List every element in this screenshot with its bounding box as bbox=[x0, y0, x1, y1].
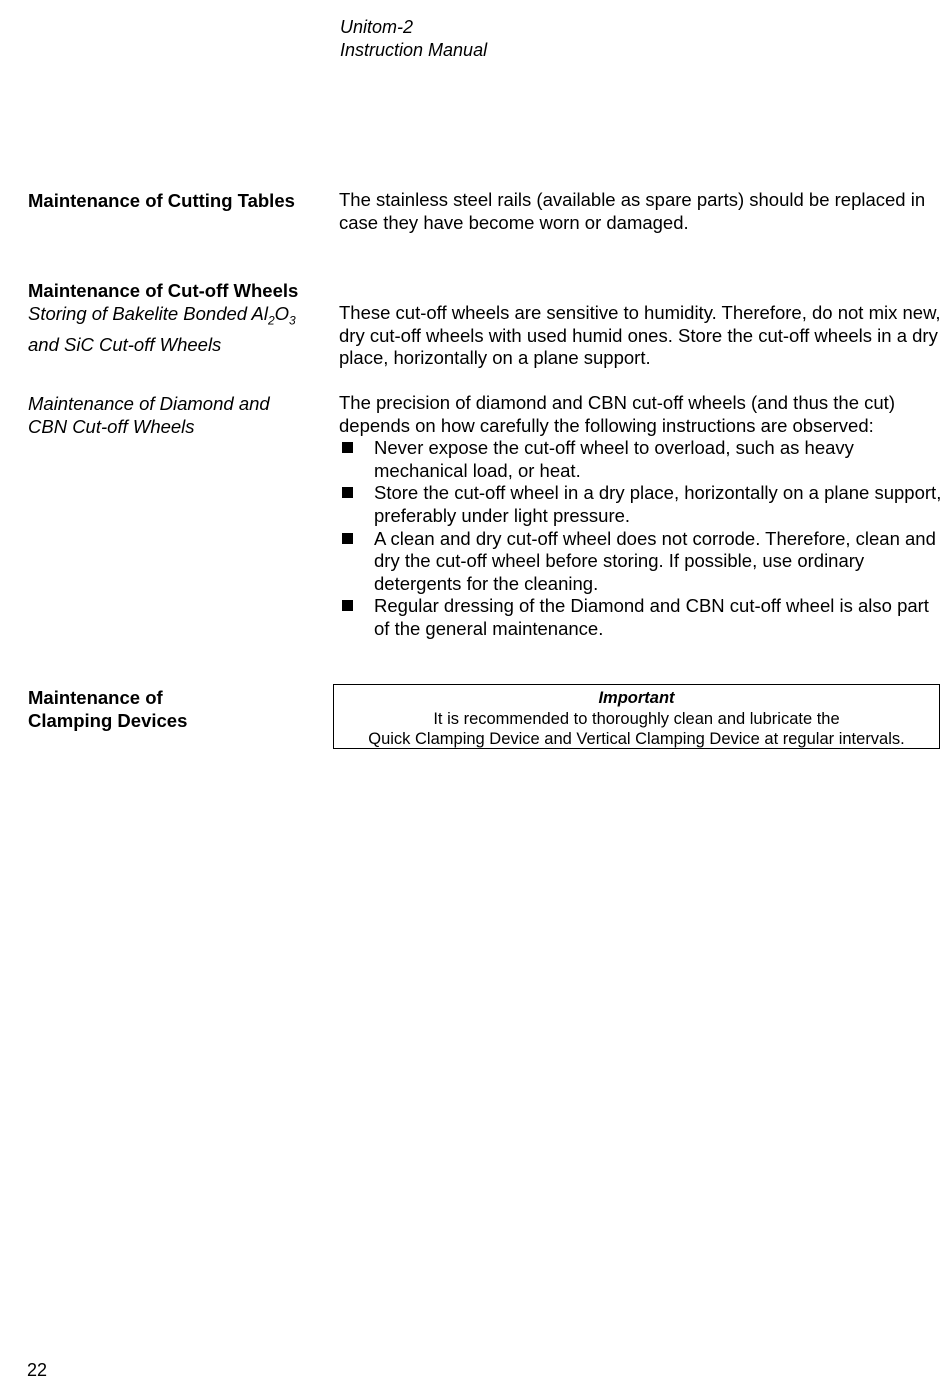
list-item bbox=[339, 437, 944, 482]
storing-subheading-prefix: Storing of Bakelite Bonded Al bbox=[28, 303, 268, 324]
bullet-text: A clean and dry cut-off wheel does not corrode. Therefore, clean and dry the cut-off wheel before storing. If possible, use ordinary detergents for the cleaning. bbox=[374, 527, 936, 594]
storing-subscript-3: 3 bbox=[289, 313, 296, 328]
square-bullet-icon bbox=[342, 600, 353, 611]
diamond-subheading-block bbox=[28, 392, 328, 438]
clamping-heading-line1: Maintenance of bbox=[28, 687, 163, 708]
list-item bbox=[339, 528, 944, 596]
list-item bbox=[339, 595, 944, 640]
clamping-heading-line2: Clamping Devices bbox=[28, 710, 188, 731]
bullet-text: Regular dressing of the Diamond and CBN cut-off wheel is also part of the general maintenance. bbox=[374, 595, 929, 639]
list-item bbox=[339, 482, 944, 527]
diamond-subheading-line1: Maintenance of Diamond and bbox=[28, 393, 270, 414]
notice-line2: Quick Clamping Device and Vertical Clamping Device at regular intervals. bbox=[368, 730, 905, 748]
bullet-text: Never expose the cut-off wheel to overload, such as heavy mechanical load, or heat. bbox=[374, 437, 854, 481]
bullet-text: Store the cut-off wheel in a dry place, horizontally on a plane support, preferably under light pressure. bbox=[374, 482, 942, 526]
diamond-text-block bbox=[339, 392, 944, 641]
diamond-intro: The precision of diamond and CBN cut-off wheels (and thus the cut) depends on how carefully the following instructions are observed: bbox=[339, 392, 895, 436]
cutoff-wheels-heading: Maintenance of Cut-off Wheels bbox=[28, 280, 299, 301]
diamond-subheading-line2: CBN Cut-off Wheels bbox=[28, 416, 195, 437]
header-product: Unitom-2 bbox=[340, 17, 414, 37]
storing-subscript-2: 2 bbox=[267, 313, 275, 328]
important-notice-box bbox=[333, 684, 940, 749]
storing-subheading-line2: and SiC Cut-off Wheels bbox=[28, 333, 222, 355]
storing-subheading-o: O bbox=[274, 303, 290, 324]
storing-subheading bbox=[28, 302, 328, 333]
diamond-bullet-list bbox=[339, 437, 944, 640]
storing-text: These cut-off wheels are sensitive to humidity. Therefore, do not mix new, dry cut-off wheels with used humid ones. Store the cut-off wheels in a dry place, horizontally on a plane support. bbox=[339, 302, 941, 369]
square-bullet-icon bbox=[342, 487, 353, 498]
cutoff-wheels-heading-block bbox=[28, 279, 328, 356]
page-header bbox=[340, 16, 487, 62]
cutting-tables-text: The stainless steel rails (available as spare parts) should be replaced in case they have become worn or damaged. bbox=[339, 189, 926, 233]
square-bullet-icon bbox=[342, 533, 353, 544]
notice-title: Important bbox=[598, 689, 675, 707]
square-bullet-icon bbox=[342, 442, 353, 453]
clamping-heading-block bbox=[28, 686, 328, 732]
cutting-tables-heading-text: Maintenance of Cutting Tables bbox=[28, 190, 295, 211]
page-number: 22 bbox=[27, 1360, 48, 1380]
cutting-tables-heading bbox=[28, 189, 328, 212]
header-manual-title: Instruction Manual bbox=[340, 40, 488, 60]
notice-line1: It is recommended to thoroughly clean and lubricate the bbox=[433, 709, 840, 728]
